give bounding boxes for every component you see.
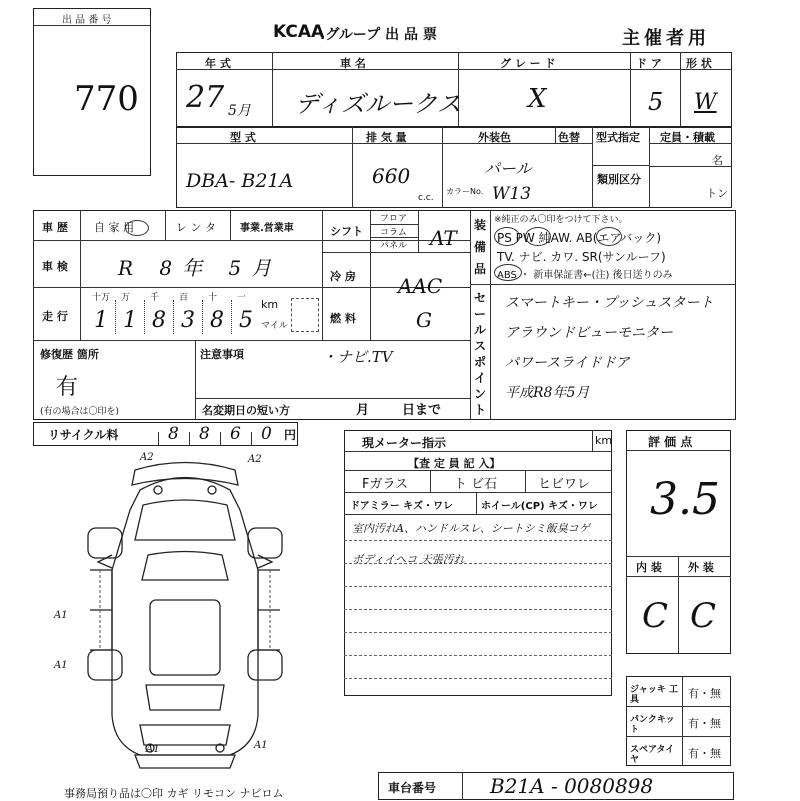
- mileage-place-label: 一: [237, 293, 247, 303]
- inspection-value: R 8年 5月: [118, 256, 282, 280]
- shift-floor: フロア: [380, 214, 408, 224]
- repair-note: (有の場合は〇印を): [40, 407, 120, 417]
- repair-value: 有: [56, 375, 79, 400]
- ac-value: AAC: [398, 274, 443, 298]
- mileage-place-label: 千: [150, 293, 160, 303]
- equipment-line2: TV. ナビ. カワ. SR(サンルーフ): [497, 250, 666, 264]
- recycle-unit: 円: [284, 428, 297, 442]
- inspector-comment-1: 室内汚れA、ハンドルスレ、シートシミ飯臭コゲ: [352, 522, 590, 535]
- inspector-wheel: ホイール(CP) キズ・ワレ: [481, 501, 598, 512]
- color-change-label: 色替: [558, 131, 580, 144]
- mileage-place-label: 十万: [92, 293, 111, 303]
- shift-value: AT: [430, 226, 457, 250]
- model-label: 型 式: [230, 131, 256, 144]
- host-use-label: 主催者用: [622, 28, 710, 49]
- displacement-label: 排 気 量: [366, 131, 407, 144]
- ext-color-value: パール: [484, 159, 532, 178]
- sales-point-3: パワースライドドア: [505, 355, 630, 371]
- fuel-label: 燃 料: [330, 312, 356, 325]
- ac-label: 冷 房: [330, 270, 356, 283]
- mileage-digit: 8: [210, 308, 224, 333]
- rating-label: 評 価 点: [648, 435, 693, 449]
- mileage-digit: 8: [152, 308, 166, 333]
- shift-panel: パネル: [380, 241, 408, 251]
- capacity-unit-ton: トン: [706, 187, 728, 200]
- model-value: DBA- B21A: [186, 170, 294, 192]
- history-option-rental: レ ン タ: [176, 221, 216, 234]
- shape-value: W: [694, 90, 717, 115]
- form-title: .グループ 出 品 票: [320, 27, 437, 43]
- equipment-line1: PS PW 純AW. AB(エアバック): [497, 231, 662, 245]
- mileage-digit: 3: [181, 308, 195, 333]
- brand-logo: KCAA: [273, 22, 325, 42]
- sales-points-label: セールスポイント: [474, 291, 487, 417]
- doors-value: 5: [648, 88, 664, 116]
- lot-number: 770: [74, 79, 139, 119]
- grade-value: X: [528, 84, 547, 114]
- period-day-label: 日まで: [402, 403, 442, 418]
- damage-mark: A2: [248, 454, 262, 465]
- year-value: 27: [186, 80, 225, 115]
- damage-mark: A1: [254, 740, 268, 751]
- recycle-digit: 8: [199, 424, 210, 444]
- mileage-place-label: 百: [179, 293, 189, 303]
- notes-label: 注意事項: [200, 348, 244, 361]
- circle-mark: [596, 227, 622, 246]
- doors-label: ド ア: [636, 57, 662, 70]
- recycle-digit: 0: [261, 424, 272, 444]
- period-month-label: 月: [356, 403, 370, 418]
- lot-label: 出 品 番 号: [62, 15, 112, 26]
- equipment-line3: ABS ・ 新車保証書←(注) 後日送りのみ: [497, 270, 673, 281]
- inspector-chip: ト ビ石: [454, 477, 498, 492]
- recycle-digit: 8: [168, 424, 179, 444]
- car-name-value: ディズルークス: [295, 90, 461, 118]
- circle-mark: [494, 227, 520, 246]
- mileage-place-label: 十: [208, 293, 218, 303]
- grade-label: グ レ ー ド: [500, 57, 556, 70]
- mileage-place-label: 万: [121, 293, 131, 303]
- tool-label: スペアタイヤ: [630, 745, 675, 765]
- chassis-label: 車台番号: [388, 781, 437, 795]
- shift-label: シフト: [330, 225, 363, 238]
- interior-value: C: [642, 596, 669, 636]
- tool-label: ジャッキ 工 具: [630, 685, 678, 705]
- meter-label: 現メーター指示: [362, 436, 447, 450]
- shift-column: コラム: [380, 228, 407, 238]
- recycle-label: リサイクル料: [48, 428, 119, 442]
- sales-point-1: スマートキー・プッシュスタート: [505, 295, 714, 311]
- capacity-unit-people: 名: [712, 154, 723, 167]
- interior-label: 内 装: [636, 561, 662, 574]
- damage-mark: A1: [146, 744, 160, 755]
- km-label: km: [261, 298, 279, 311]
- mile-label: マイル: [261, 321, 288, 331]
- damage-mark: A1: [54, 660, 68, 671]
- notes-value: ・ナビ.TV: [322, 348, 393, 366]
- color-no-label: カラーNo.: [446, 187, 484, 196]
- inspector-header: 【査 定 員 記 入】: [408, 457, 501, 470]
- inspector-fglass: Fガラス: [362, 477, 409, 492]
- damage-mark: A1: [54, 610, 68, 621]
- cc-unit: c.c.: [418, 193, 434, 203]
- chassis-value: B21A - 0080898: [490, 774, 654, 798]
- color-no-value: W13: [492, 184, 532, 204]
- tool-value: 有・無: [688, 717, 721, 730]
- mileage-extra-box: [291, 298, 319, 332]
- year-label: 年 式: [205, 57, 231, 70]
- month-value: 5月: [228, 103, 251, 119]
- class-label: 類別区分: [597, 173, 641, 186]
- sales-point-2: アラウンドビューモニター: [505, 325, 673, 341]
- type-spec-label: 型式指定: [596, 131, 640, 144]
- mileage-label: 走 行: [42, 310, 68, 323]
- mileage-digit: 1: [94, 308, 108, 333]
- tool-value: 有・無: [688, 747, 721, 760]
- car-diagram: [30, 450, 340, 780]
- exterior-value: C: [690, 596, 717, 636]
- inspector-mirror: ドアミラー キズ・ワレ: [350, 501, 453, 512]
- car-name-label: 車 名: [340, 57, 366, 70]
- capacity-label: 定員・積載: [660, 131, 715, 144]
- displacement-value: 660: [372, 164, 411, 188]
- fuel-value: G: [416, 308, 432, 332]
- tool-value: 有・無: [688, 687, 721, 700]
- history-label: 車 歴: [42, 221, 68, 234]
- recycle-digit: 6: [230, 424, 241, 444]
- office-items: 事務局預り品は〇印 カギ リモコン ナビロム: [64, 787, 284, 800]
- circle-mark: [494, 264, 522, 281]
- exterior-label: 外 装: [688, 561, 714, 574]
- damage-mark: A2: [140, 452, 154, 463]
- inspector-crack: ヒビワレ: [538, 477, 591, 492]
- equipment-note: ※純正のみ〇印をつけて下さい。: [494, 215, 628, 225]
- meter-unit: km: [595, 434, 613, 447]
- short-period-label: 名変期日の短い方: [202, 404, 290, 417]
- rating-value: 3.5: [650, 474, 720, 525]
- ext-color-label: 外装色: [478, 131, 511, 144]
- circle-mark: [125, 220, 149, 236]
- mileage-digit: 1: [123, 308, 137, 333]
- shape-label: 形 状: [686, 57, 712, 70]
- inspector-comment-2: ボディイへコ 天張汚れ: [352, 553, 465, 566]
- history-option-business: 事業.営業車: [240, 223, 294, 234]
- circle-mark: [525, 227, 551, 246]
- sales-point-4: 平成R8年5月: [505, 385, 590, 401]
- inspection-label: 車 検: [42, 260, 68, 273]
- mileage-digit: 5: [239, 308, 253, 333]
- equipment-label: 装備品: [474, 218, 487, 276]
- repair-label: 修復歴 箇所: [40, 348, 99, 361]
- lot-number-box: [33, 8, 151, 176]
- history-option-private: 自 家 用: [94, 221, 134, 234]
- tool-label: パンクキット: [630, 715, 675, 735]
